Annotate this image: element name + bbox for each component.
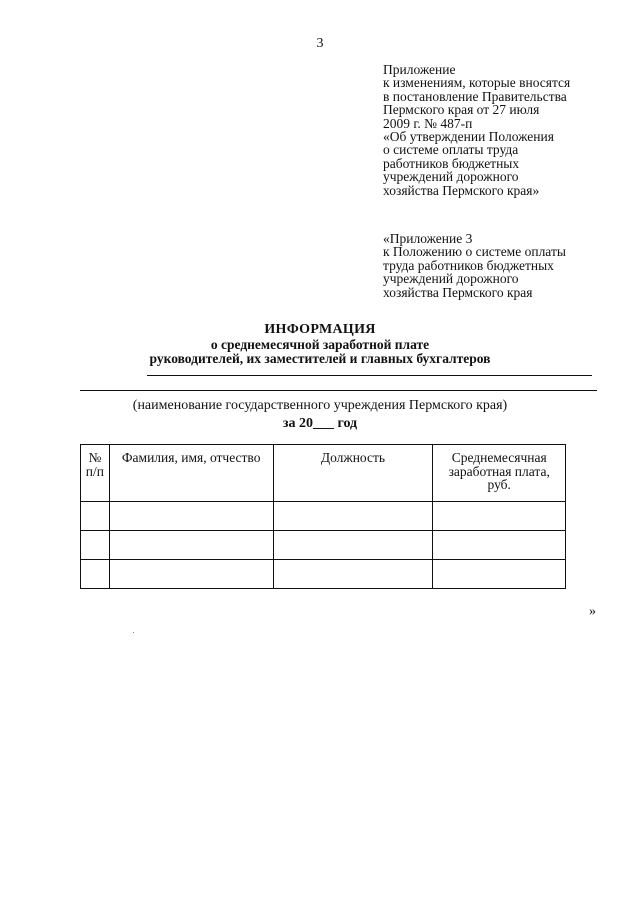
table-row: [81, 560, 566, 589]
table-cell[interactable]: [273, 560, 433, 589]
fill-in-line: [147, 375, 592, 376]
appendix-note-line: «Об утверждении Положения: [383, 129, 554, 145]
header-average-salary: [433, 445, 566, 502]
table-cell[interactable]: [109, 560, 273, 589]
table-cell[interactable]: [433, 502, 566, 531]
fill-in-line: [80, 390, 597, 391]
appendix-3-note-line: учреждений дорожного: [383, 271, 519, 287]
institution-caption: (наименование государственного учреждения Пермского края): [132, 398, 508, 413]
header-full-name-text: Фамилия, имя, отчество: [121, 450, 261, 465]
header-number-line: п/п: [85, 463, 104, 479]
header-number-line: №: [88, 450, 102, 465]
appendix-note-line: о системе оплаты труда: [383, 142, 519, 158]
appendix-note-line: работников бюджетных: [383, 155, 520, 171]
table-cell[interactable]: [273, 502, 433, 531]
table-cell[interactable]: [433, 531, 566, 560]
header-number: [81, 445, 110, 502]
salary-table: [80, 444, 566, 589]
table-cell[interactable]: [81, 502, 110, 531]
table-cell[interactable]: [81, 560, 110, 589]
appendix-note-line: Пермского края от 27 июля: [383, 102, 540, 118]
year-line: за 20___ год: [282, 416, 358, 431]
appendix-note-line: к изменениям, которые вносятся: [383, 75, 571, 91]
scan-speck: [133, 632, 134, 633]
document-subtitle: о среднемесячной заработной плате: [210, 337, 430, 352]
table-cell[interactable]: [81, 531, 110, 560]
table-cell[interactable]: [109, 531, 273, 560]
appendix-note: [383, 63, 623, 197]
appendix-note-line: учреждений дорожного: [383, 169, 519, 185]
appendix-3-note-line: хозяйства Пермского края: [383, 284, 533, 300]
table-row: [81, 531, 566, 560]
header-salary-line: заработная плата,: [448, 463, 550, 479]
header-salary-line: Среднемесячная: [451, 450, 547, 465]
page-number: 3: [316, 36, 324, 51]
appendix-note-line: хозяйства Пермского края»: [383, 182, 540, 198]
appendix-3-note-line: к Положению о системе оплаты: [383, 244, 566, 260]
document-subtitle: руководителей, их заместителей и главных бухгалтеров: [149, 351, 491, 366]
header-salary-line: руб.: [487, 477, 511, 492]
table-cell[interactable]: [273, 531, 433, 560]
closing-quote: »: [589, 604, 596, 619]
table-cell[interactable]: [433, 560, 566, 589]
appendix-note-line: в постановление Правительства: [383, 88, 567, 104]
header-position: [273, 445, 433, 502]
appendix-3-note-line: труда работников бюджетных: [383, 257, 554, 273]
appendix-3-note: [383, 232, 623, 299]
header-full-name: [109, 445, 273, 502]
header-position-text: Должность: [320, 450, 386, 465]
table-header-row: [81, 445, 566, 502]
table-row: [81, 502, 566, 531]
appendix-note-line: 2009 г. № 487-п: [383, 115, 473, 131]
appendix-note-line: Приложение: [383, 62, 456, 77]
appendix-3-note-line: «Приложение 3: [383, 231, 473, 246]
document-title: ИНФОРМАЦИЯ: [264, 322, 376, 337]
table-cell[interactable]: [109, 502, 273, 531]
